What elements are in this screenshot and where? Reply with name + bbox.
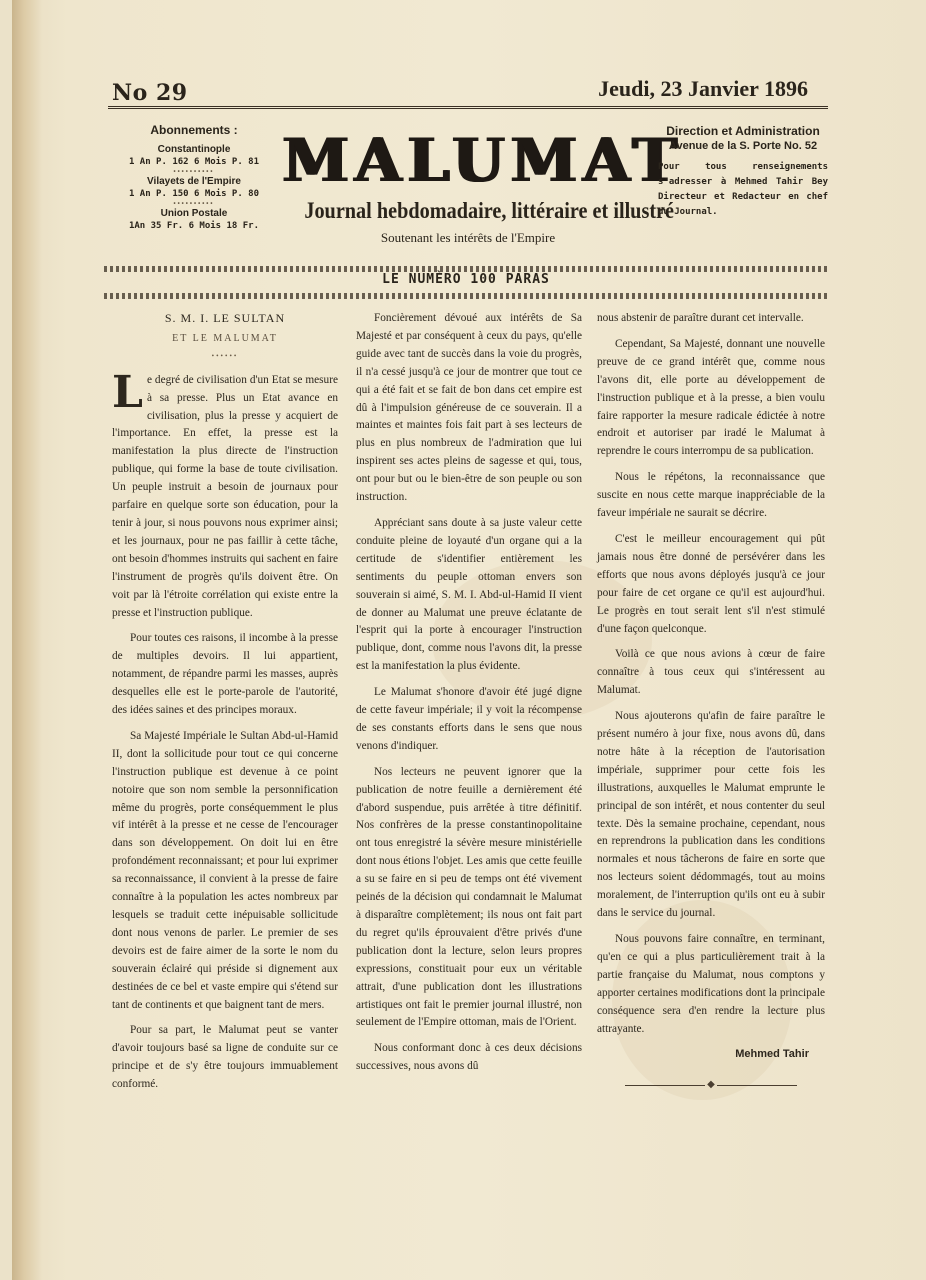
column-1: [112, 310, 338, 1094]
article-subtitle: ET LE MALUMAT: [172, 332, 278, 344]
author-signature: Mehmed Tahir: [735, 1048, 809, 1061]
separator-dots: ••••••••••: [173, 201, 215, 207]
column-2: [356, 310, 582, 1076]
paragraph: Nous le répétons, la reconnaissance que suscite en nous cette marque inappréciable de la faveur impériale ne saurait se décrire.: [597, 471, 825, 520]
paragraph: Nous conformant donc à ces deux décisions successives, nous avons dû: [356, 1042, 582, 1073]
paragraph: Cependant, Sa Majesté, donnant une nouvelle preuve de ce grand intérêt que, comme nous l'avons dit, elle porte au développement de l'instruction publique et à la presse, a bien voulu faire rapporter la mesure radicale édictée à notre endroit et autoriser par iradé le Malumat à reprendre le cours interrompu de sa publication.: [597, 337, 825, 458]
newspaper-subtitle: Journal hebdomadaire, littéraire et illustré: [304, 198, 675, 223]
masthead: [282, 126, 683, 246]
paragraph: nous abstenir de paraître durant cet intervalle.: [597, 312, 804, 324]
paragraph: Sa Majesté Impériale le Sultan Abd-ul-Hamid II, dont la sollicitude pour tout ce qui concerne l'instruction publique est devenue à ce point notoire que son nom semble la personnification même du progrès, porte conséquemment le plus vif intérêt à la presse et ne cesse de l'encourager dans son développement. On doit lui en être profondément reconnaissant; et pour lui exprimer sa reconnaissance, il convient à la presse de faire connaître à la population les actes nombreux par lesquels se traduit cette inépuisable sollicitude dont nous venons de parler. Le premier de ses devoirs est de faire aimer de la sorte le nom du souverain éclairé qui préside si dignement aux destinées de ce bel et vaste empire qui s'étend sur tant de continents et que baignent tant de mers.: [112, 729, 338, 1011]
title-ornament: ••••••: [211, 351, 239, 360]
subscription-region: Union Postale: [160, 208, 228, 219]
issue-date: Jeudi, 23 Janvier 1896: [598, 76, 808, 101]
paragraph: Pour toutes ces raisons, il incombe à la presse de multiples devoirs. Il lui appartient, notamment, de répandre parmi les masses, auprès desquelles elle est le porte-parole de l'autorité, des idées saines et des principes moraux.: [112, 632, 338, 717]
subscription-rates: 1 An P. 162 6 Mois P. 81: [128, 157, 260, 167]
subscription-group: [110, 175, 278, 207]
paragraph: Nous pouvons faire connaître, en terminant, qu'en ce qui a plus particulièrement trait à la partie française du Malumat, nous comptons y apporter certaines modifications dont la principale conséquence sera d'en rendre la lecture plus attrayante.: [597, 933, 825, 1035]
direction-box: [658, 124, 828, 220]
subscription-group: [110, 207, 278, 233]
page-fold-shadow: [12, 0, 42, 1280]
article-title: S. M. I. LE SULTAN: [164, 311, 286, 325]
wavy-rule: [104, 293, 828, 299]
end-ornament: ◆: [597, 1076, 825, 1094]
direction-info: Pour tous renseignements s'adresser à Mehmed Tahir Bey Directeur et Redacteur en chef du Journal.: [658, 162, 828, 217]
column-3: [597, 310, 825, 1094]
paragraph: Le Malumat s'honore d'avoir été jugé digne de cette faveur impériale; il y voit la récompense de ses constants efforts dans le sens que nous venons d'indiquer.: [356, 686, 582, 752]
issue-price: LE NUMÈRO 100 PARAS: [382, 272, 550, 287]
subscription-rates: 1An 35 Fr. 6 Mois 18 Fr.: [128, 221, 260, 231]
paragraph: Voilà ce que nous avions à cœur de faire connaître à tous ceux qui s'intéressent au Malumat.: [597, 648, 825, 697]
issue-number: No 29: [112, 80, 188, 106]
drop-cap: L: [112, 366, 143, 418]
paragraph: Nous ajouterons qu'afin de faire paraître le présent numéro à jour fixe, nous avons dû, dans notre hâte à la réception de l'autorisation impériale, supprimer pour cette fois les illustrations, auxquelles le Malumat emprunte le principal de son intérêt, et nous contenter du seul texte. Dès la semaine prochaine, cependant, nous en reprendrons la publication dans les conditions normales et nous tâcherons de faire en sorte que nos lecteurs soient dédommagés, tout au moins moralement, de l'interruption qu'ils ont eu à subir dans le service du journal.: [597, 710, 825, 920]
separator-dots: ••••••••••: [173, 169, 215, 175]
paragraph: Appréciant sans doute à sa juste valeur cette conduite pleine de loyauté d'un organe qui a la certitude de s'identifier entièrement les sentiments du peuple ottoman envers son souverain si aimé, S. M. I. Abd-ul-Hamid II vient de donner au Malumat une preuve éclatante de l'esprit qui la porte à encourager l'instruction publique, dont, comme nous l'avons dit, la presse est la manifestation la plus évidente.: [356, 516, 582, 673]
paragraph: Pour sa part, le Malumat peut se vanter d'avoir toujours basé sa ligne de conduite sur ce principe et de s'y être toujours immuablement conformé.: [112, 1024, 338, 1091]
paragraph: Le degré de civilisation d'un Etat se mesure à sa presse. Plus un Etat avance en civilisation, plus la presse y acquiert de l'importance. En effet, la presse est la manifestation la plus directe de l'instruction publique, qui forme la base de toute civilisation. Un peuple instruit a besoin de journaux pour parfaire en quelque sorte son éducation, pour la tenir à jour, si nous pouvons nous exprimer ainsi; et les journaux, pour ne pas faillir à cette tâche, ont besoin d'hommes instruits qui sachent en faire l'instrument de progrès qu'ils doivent être. On voit par là l'étroite corrélation qui existe entre la presse et l'instruction publique.: [112, 366, 338, 619]
direction-address: Avenue de la S. Porte No. 52: [668, 140, 818, 152]
subscription-rates: 1 An P. 150 6 Mois P. 80: [128, 189, 260, 199]
subscriptions-box: [110, 124, 278, 233]
subscription-region: Constantinople: [157, 144, 231, 155]
header-rule: [108, 106, 828, 109]
paragraph: Nos lecteurs ne peuvent ignorer que la publication de notre feuille a dernièrement été d'abord suspendue, puis arrêtée à titre définitif. Nos confrères de la presse constantinopolitaine ont tous enregistré la sévère mesure ministérielle dont nous étions l'objet. Les amis que cette feuille a su se faire en si peu de temps ont été vivement peinés de la décision qui condamnait le Malumat à disparaître complètement; ils nous ont fait part du regret qu'ils éprouvaient d'être privés d'une publication dont la lecture, selon leurs propres expressions, constituait pour eux un véritable attrait, d'une publication dont les illustrations artistiques ont fait le premier journal illustré, non seulement de l'Empire ottoman, mais de l'Orient.: [356, 765, 582, 1029]
newspaper-title: MALUMAT: [282, 126, 683, 196]
subscriptions-heading: Abonnements :: [150, 123, 238, 137]
direction-heading: Direction et Administration: [666, 124, 820, 138]
subscription-region: Vilayets de l'Empire: [147, 176, 241, 187]
newspaper-tagline: Soutenant les intérêts de l'Empire: [380, 230, 556, 245]
paragraph: C'est le meilleur encouragement qui pût jamais nous être donné de persévérer dans les efforts que nous avons déployés jusqu'à ce jour pour faire de cet organe ce qu'il est aujourd'hui. Le progrès en tout serait lent s'il n'est stimulé d'une façon quelconque.: [597, 532, 825, 635]
paragraph: Foncièrement dévoué aux intérêts de Sa Majesté et par conséquent à ceux du pays, qu'elle guide avec tant de succès dans la voie du progrès, il n'a cessé jusqu'à ce jour de montrer que tout ce qui a été fait et se fait de bon dans cet empire est dû à l'impulsion généreuse de ce souverain. Il a maintes et maintes fois fait part à ses lecteurs de plus en plus nombreux de l'admiration que lui inspirent ses actes pleins de sagesse et qui, tous, ont pour but ou le bien-être de son peuple ou son instruction.: [356, 312, 582, 504]
subscription-group: [110, 143, 278, 175]
